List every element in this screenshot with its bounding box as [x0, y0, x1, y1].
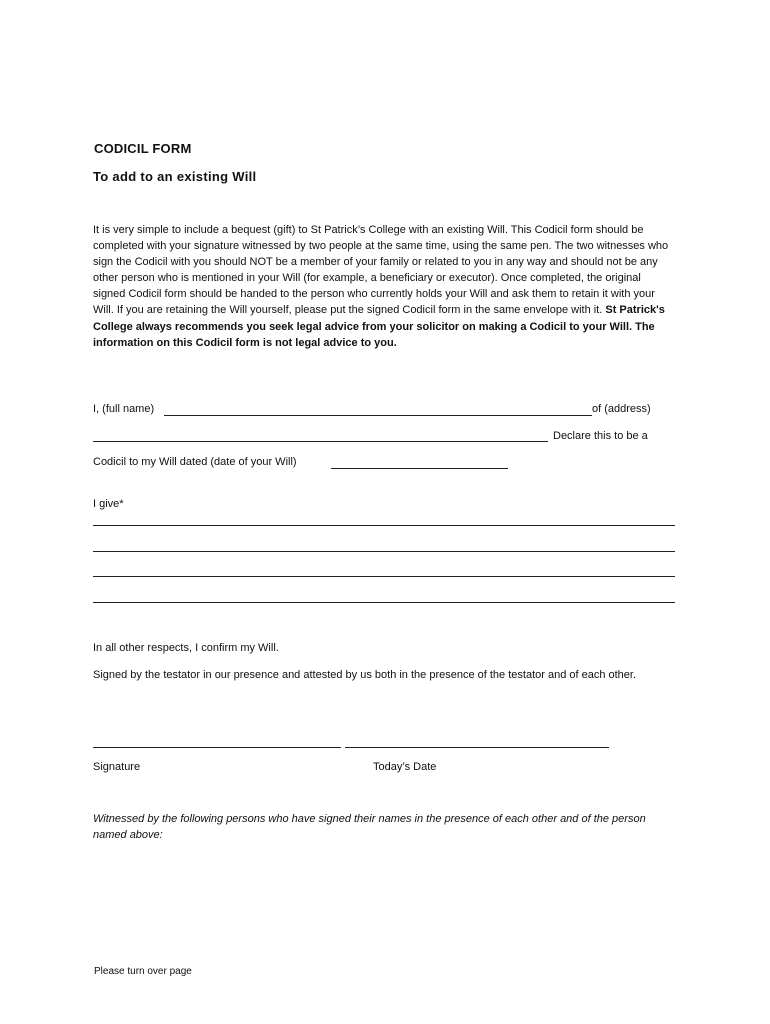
- signature-field[interactable]: [93, 747, 341, 748]
- todays-date-field[interactable]: [345, 747, 609, 748]
- will-date-field[interactable]: [331, 468, 508, 469]
- address-label: of (address): [592, 403, 651, 415]
- page-footer: Please turn over page: [94, 966, 192, 977]
- witness-statement: Witnessed by the following persons who have signed their names in the presence of each other and of the person named above:: [93, 813, 646, 841]
- bequest-line-3[interactable]: [93, 576, 675, 577]
- todays-date-label: Today’s Date: [373, 761, 437, 773]
- declare-label: Declare this to be a: [553, 430, 648, 442]
- bequest-line-4[interactable]: [93, 602, 675, 603]
- form-subtitle: To add to an existing Will: [93, 169, 257, 184]
- confirm-will-text: In all other respects, I confirm my Will.: [93, 642, 279, 654]
- address-field[interactable]: [93, 441, 548, 442]
- i-give-label: I give*: [93, 498, 124, 510]
- form-title: CODICIL FORM: [94, 141, 192, 156]
- bequest-line-1[interactable]: [93, 525, 675, 526]
- bequest-line-2[interactable]: [93, 551, 675, 552]
- codicil-dated-label: Codicil to my Will dated (date of your Will): [93, 456, 297, 468]
- legal-advice-notice: St Patrick's College always recommends you seek legal advice from your solicitor on making a Codicil to your Will. The information on this Codicil form is not legal advice to you.: [93, 304, 665, 349]
- full-name-field[interactable]: [164, 415, 592, 416]
- signature-label: Signature: [93, 761, 141, 773]
- signed-statement: Signed by the testator in our presence and attested by us both in the presence of the testator and of each other.: [93, 669, 637, 681]
- intro-paragraph: [93, 222, 673, 351]
- full-name-label: I, (full name): [93, 403, 155, 415]
- intro-text: It is very simple to include a bequest (gift) to St Patrick’s College with an existing Will. This Codicil form should be completed with your signature witnessed by two people at the same time, using the same pen. The two witnesses who sign the Codicil with you should NOT be a member of your family or related to you in any way and should not be any other person who is mentioned in your Will (for example, a beneficiary or executor). Once completed, the original signed Codicil form should be handed to the person who currently holds your Will and ask them to retain it with your Will. If you are retaining the Will yourself, please put the signed Codicil form in the same envelope with it.: [93, 224, 669, 317]
